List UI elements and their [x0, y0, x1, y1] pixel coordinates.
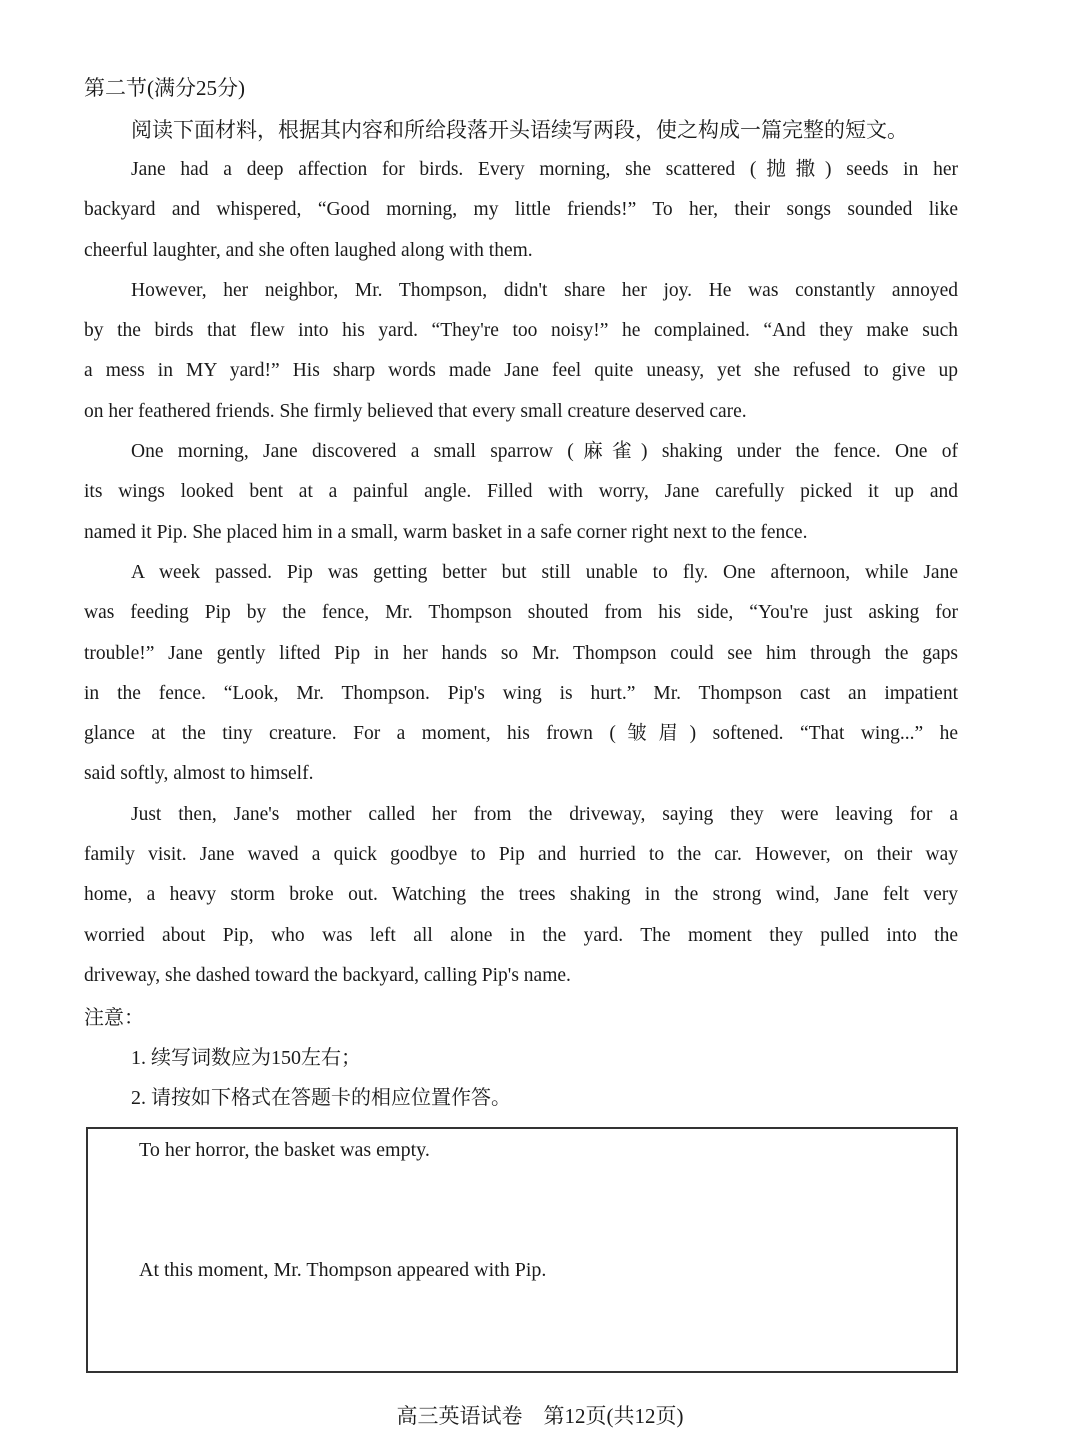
passage-line: One morning, Jane discovered a small sparrow (麻雀) shaking under the fence. One of [131, 441, 958, 463]
passage [84, 150, 958, 996]
instruction: 阅读下面材料，根据其内容和所给段落开头语续写两段，使之构成一篇完整的短文。 [131, 118, 908, 142]
passage-line: Jane had a deep affection for birds. Every morning, she scattered (抛撒) seeds in her [131, 159, 958, 180]
passage-line: However, her neighbor, Mr. Thompson, didn't share her joy. He was constantly annoyed [131, 279, 958, 301]
passage-line: named it Pip. She placed him in a small, warm basket in a safe corner right next to the fence. [84, 521, 808, 543]
passage-line: glance at the tiny creature. For a moment, his frown (皱眉) softened. “That wing...” he [84, 723, 958, 745]
notes-title: 注意： [84, 1007, 144, 1029]
passage-line: home, a heavy storm broke out. Watching the trees shaking in the strong wind, Jane felt very [84, 884, 958, 906]
paragraph-starter-1: To her horror, the basket was empty. [139, 1139, 430, 1161]
passage-line: Just then, Jane's mother called her from the driveway, saying they were leaving for a [131, 803, 958, 825]
passage-line: was feeding Pip by the fence, Mr. Thompson shouted from his side, “You're just asking for [84, 602, 958, 624]
note-item: 2. 请按如下格式在答题卡的相应位置作答。 [131, 1087, 511, 1109]
passage-line: family visit. Jane waved a quick goodbye to Pip and hurried to the car. However, on their way [84, 844, 958, 866]
passage-line: in the fence. “Look, Mr. Thompson. Pip's wing is hurt.” Mr. Thompson cast an impatient [84, 682, 958, 704]
section-title: 第二节(满分25分) [84, 76, 245, 100]
passage-line: on her feathered friends. She firmly believed that every small creature deserved care. [84, 400, 747, 422]
passage-line: a mess in MY yard!” His sharp words made Jane feel quite uneasy, yet she refused to give up [84, 360, 958, 382]
answer-box [86, 1127, 958, 1373]
passage-line: worried about Pip, who was left all alone in the yard. The moment they pulled into the [84, 924, 958, 946]
page-footer: 高三英语试卷 第12页(共12页) [396, 1404, 684, 1428]
note-item: 1. 续写词数应为150左右； [131, 1047, 361, 1069]
notes [84, 998, 511, 1118]
passage-line: its wings looked bent at a painful angle. Filled with worry, Jane carefully picked it up and [84, 481, 958, 503]
passage-line: said softly, almost to himself. [84, 763, 314, 785]
passage-line: cheerful laughter, and she often laughed along with them. [84, 239, 533, 261]
paragraph-starter-2: At this moment, Mr. Thompson appeared with Pip. [139, 1259, 547, 1281]
passage-line: driveway, she dashed toward the backyard, calling Pip's name. [84, 964, 571, 986]
passage-line: by the birds that flew into his yard. “They're too noisy!” he complained. “And they make such [84, 320, 958, 342]
passage-line: trouble!” Jane gently lifted Pip in her hands so Mr. Thompson could see him through the gaps [84, 642, 958, 664]
passage-line: A week passed. Pip was getting better but still unable to fly. One afternoon, while Jane [131, 561, 958, 583]
passage-line: backyard and whispered, “Good morning, my little friends!” To her, their songs sounded like [84, 199, 958, 221]
